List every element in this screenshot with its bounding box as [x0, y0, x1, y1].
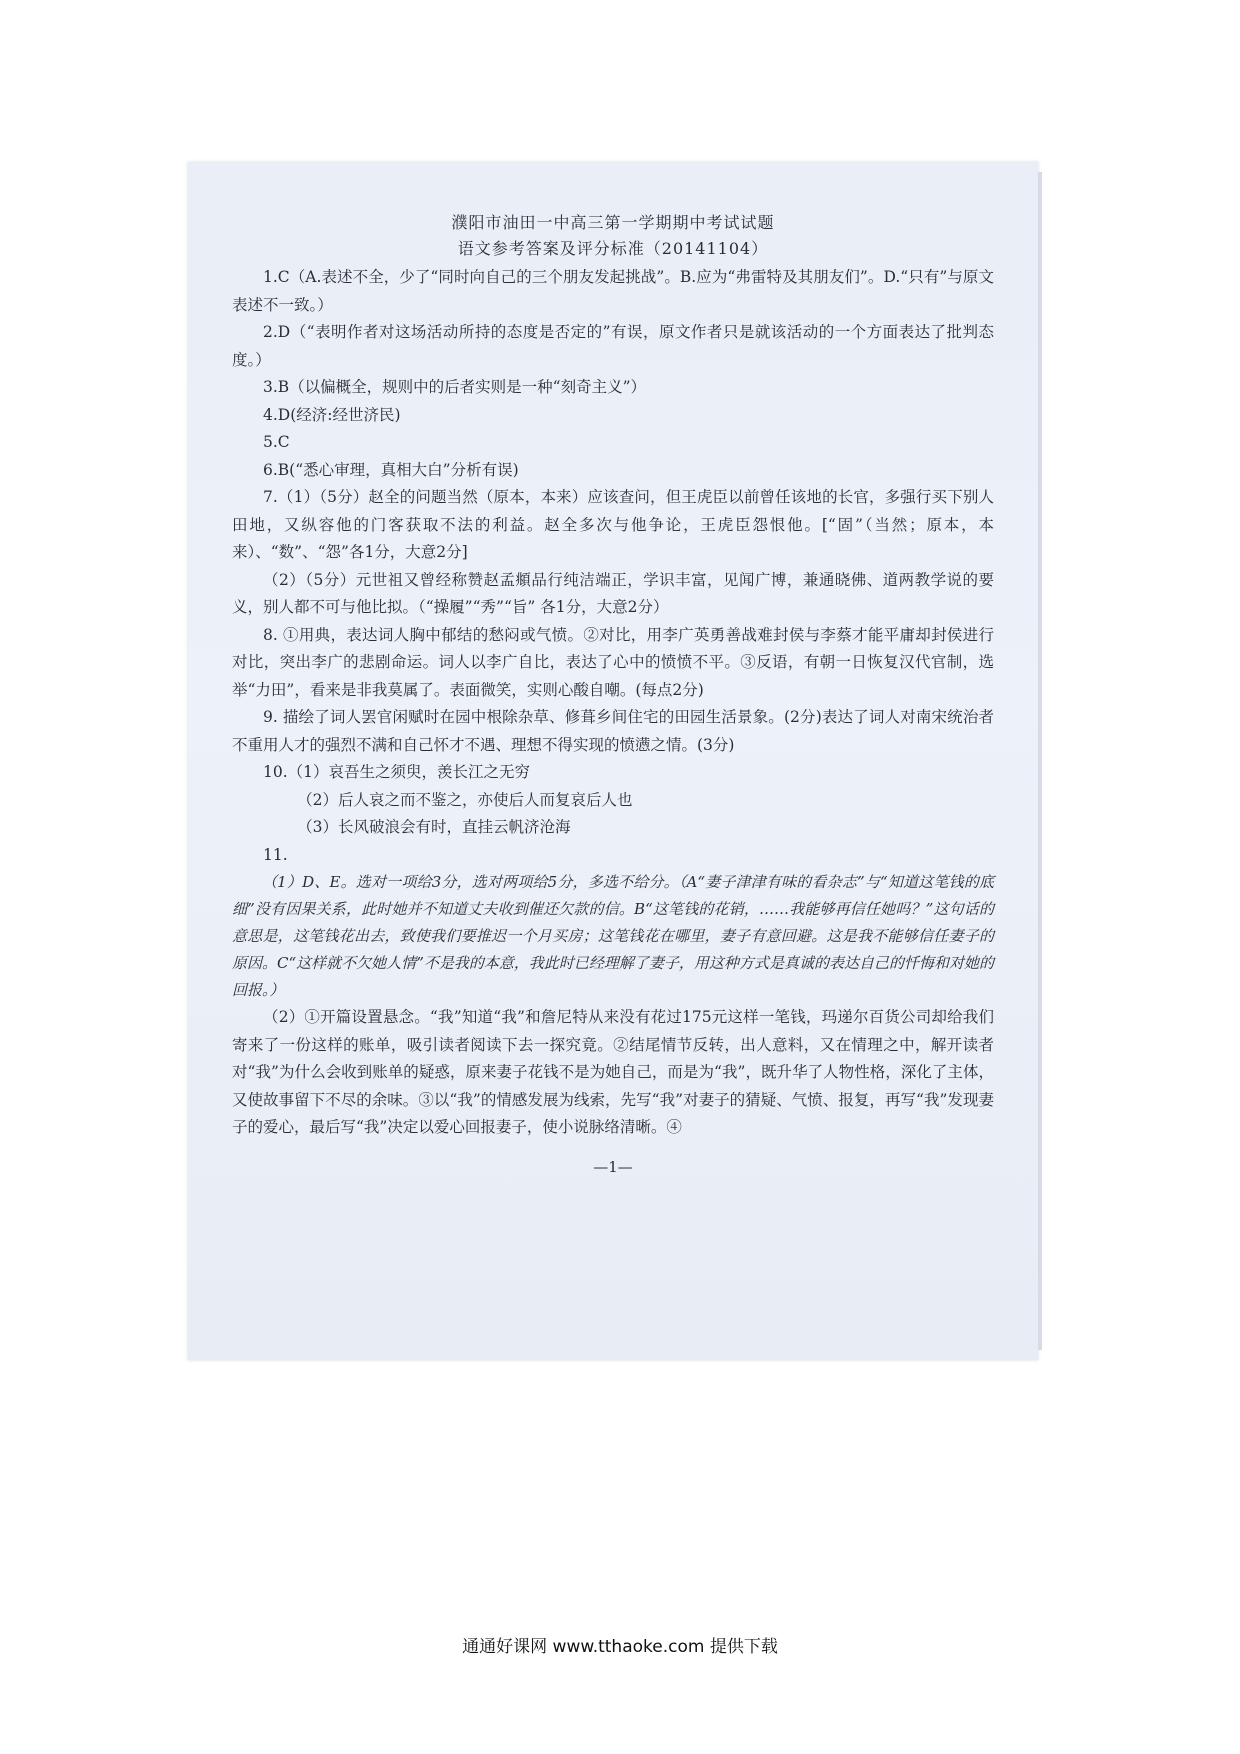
answer-paragraph: 6.B(“悉心审理，真相大白”分析有误) — [263, 460, 519, 479]
answer-paragraph: 2.D（“表明作者对这场活动所持的态度是否定的”有误，原文作者只是就该活动的一个方面表达了批判态度。） — [232, 323, 994, 369]
answer-paragraph: （1）D、E。选对一项给3分，选对两项给5分，多选不给分。（A“妻子津津有味的看杂志”与“知道这笔钱的底细”没有因果关系，此时她并不知道丈夫收到催还欠款的信。B“这笔钱的花销，……我能够再信任她吗？”这句话的意思是，这笔钱花出去，致使我们要推迟一个月买房；这笔钱花在哪里，妻子有意回避。这是我不能够信任妻子的原因。C“这样就不欠她人情”不是我的本意，我此时已经理解了妻子，用这种方式是真诚的表达自己的忏悔和对她的回报。） — [232, 873, 994, 999]
document-title: 濮阳市油田一中高三第一学期期中考试试题 — [451, 213, 775, 232]
scanned-answer-sheet — [188, 162, 1038, 1360]
answer-paragraph: （2）（5分）元世祖又曾经称赞赵孟頫品行纯洁端正，学识丰富，见闻广博，兼通晓佛、道两教学说的要义，别人都不可与他比拟。（“操履”“秀”“旨” 各1分，大意2分） — [232, 570, 994, 616]
answer-paragraph: 9. 描绘了词人罢官闲赋时在园中根除杂草、修葺乡间住宅的田园生活景象。(2分)表达了词人对南宋统治者不重用人才的强烈不满和自己怀才不遇、理想不得实现的愤懑之情。(3分) — [232, 708, 994, 754]
download-footer: 通通好课网 www.tthaoke.com 提供下载 — [462, 1637, 778, 1657]
answer-list — [232, 264, 994, 1142]
answer-paragraph: 11. — [263, 845, 288, 864]
answer-paragraph: （2）①开篇设置悬念。“我”知道“我”和詹尼特从来没有花过175元这样一笔钱，玛递尔百货公司却给我们寄来了一份这样的账单，吸引读者阅读下去一探究竟。②结尾情节反转，出人意料，又在情理之中，解开读者对“我”为什么会收到账单的疑惑，原来妻子花钱不是为她自己，而是为“我”，既升华了人物性格，深化了主体，又使故事留下不尽的余味。③以“我”的情感发展为线索，先写“我”对妻子的猜疑、气愤、报复，再写“我”发现妻子的爱心，最后写“我”决定以爱心回报妻子，使小说脉络清晰。④ — [232, 1008, 994, 1136]
scan-edge-shadow — [1038, 172, 1042, 1350]
answer-paragraph: （2）后人哀之而不鉴之，亦使后人而复哀后人也 — [297, 790, 633, 809]
page-number: —1— — [593, 1157, 633, 1176]
answer-paragraph: 10.（1）哀吾生之须臾，羡长江之无穷 — [263, 763, 531, 781]
answer-paragraph: 7.（1）（5分）赵全的问题当然（原本，本来）应该查问，但王虎臣以前曾任该地的长官，多强行买下别人田地，又纵容他的门客获取不法的利益。赵全多次与他争论，王虎臣怨恨他。[“固”（当然；原本，本来）、“数”、“怨”各1分，大意2分] — [232, 488, 994, 561]
answer-paragraph: 8. ①用典，表达词人胸中郁结的愁闷或气愤。②对比，用李广英勇善战难封侯与李蔡才能平庸却封侯进行对比，突出李广的悲剧命运。词人以李广自比，表达了心中的愤愤不平。③反语，有朝一日恢复汉代官制，选举“力田”，看来是非我莫属了。表面微笑，实则心酸自嘲。(每点2分) — [232, 625, 994, 699]
answer-paragraph: 4.D(经济:经世济民) — [263, 405, 401, 424]
answer-paragraph: 3.B（以偏概全，规则中的后者实则是一种“刻奇主义”） — [263, 378, 647, 396]
answer-paragraph: （3）长风破浪会有时，直挂云帆济沧海 — [297, 818, 571, 836]
answer-paragraph: 1.C（A.表述不全，少了“同时向自己的三个朋友发起挑战”。B.应为“弗雷特及其朋友们”。D.“只有”与原文表述不一致。） — [232, 268, 994, 314]
document-subtitle: 语文参考答案及评分标准（20141104） — [457, 239, 769, 258]
answer-paragraph: 5.C — [263, 433, 290, 451]
